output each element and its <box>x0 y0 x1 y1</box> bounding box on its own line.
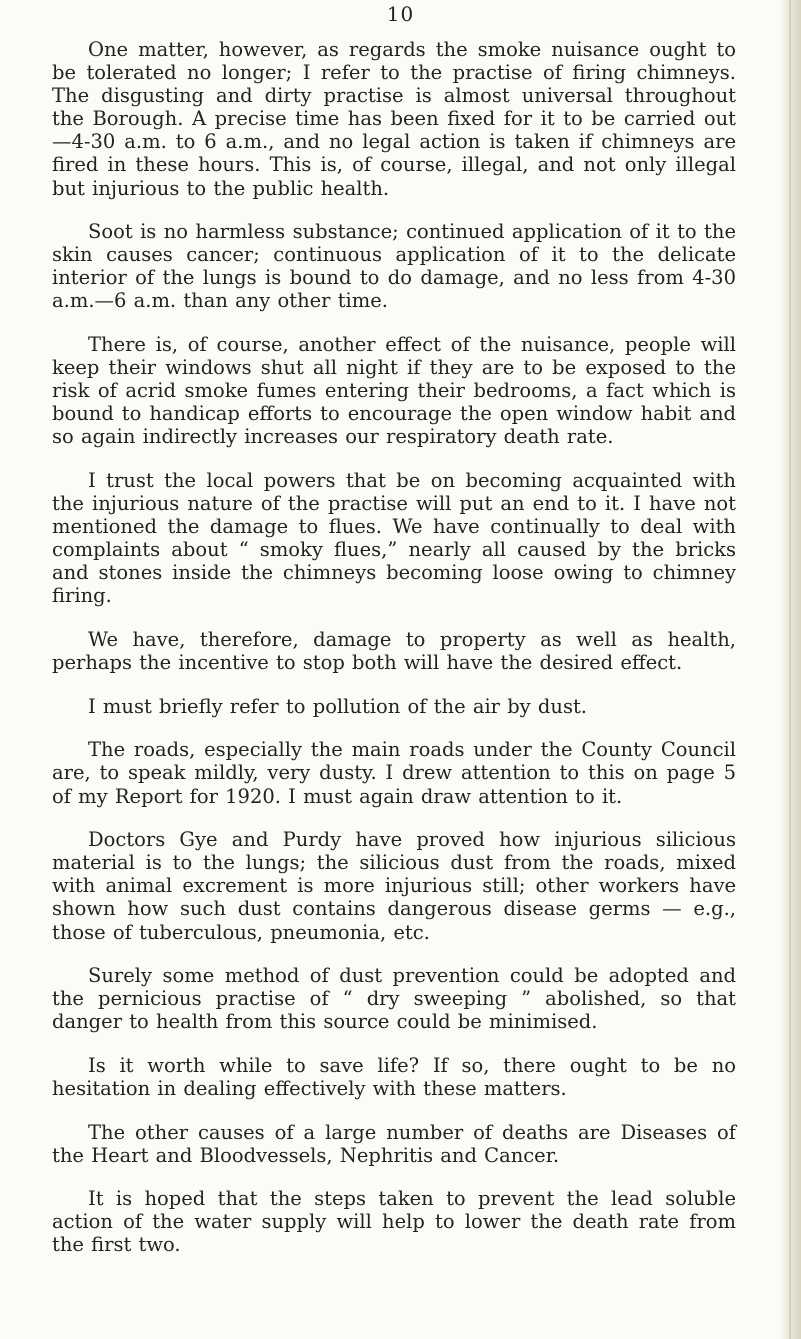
paragraph-dust-intro: I must briefly refer to pollution of the air by dust. <box>88 694 587 718</box>
paragraph-dust-prevention: Surely some method of dust prevention could be adopted and the pernicious practise of “ dry sweeping ” abolished, so that danger to health from this source could be minimised. <box>52 964 736 1034</box>
paragraph-save-life: Is it worth while to save life? If so, there ought to be no hesitation in dealing effectively with these matters. <box>52 1053 736 1100</box>
paragraph-other-causes: The other causes of a large number of deaths are Diseases of the Heart and Bloodvessels, Nephritis and Cancer. <box>52 1120 736 1167</box>
paragraph-local-powers: I trust the local powers that be on becoming acquainted with the injurious nature of the practise will put an end to it. I have not mentioned the damage to flues. We have continually to deal with complaints about “ smoky flues,” nearly all caused by the bricks and stones inside the chimneys becoming loose owing to chimney firing. <box>52 469 736 608</box>
paragraph-property-damage: We have, therefore, damage to property as well as health, perhaps the incentive to stop both will have the desired effect. <box>52 628 736 675</box>
page-edge-line <box>789 0 791 1339</box>
paragraph-roads: The roads, especially the main roads under the County Council are, to speak mildly, very dusty. I drew attention to this on page 5 of my Report for 1920. I must again draw attention to it. <box>52 738 736 808</box>
paragraph-lead-water: It is hoped that the steps taken to prevent the lead soluble action of the water supply will help to lower the death rate from the first two. <box>52 1187 736 1257</box>
paragraph-silicious-dust: Doctors Gye and Purdy have proved how injurious silicious material is to the lungs; the silicious dust from the roads, mixed with animal excrement is more injurious still; other workers have shown how such dust contains dangerous disease germs — e.g., those of tuberculous, pneumonia, etc. <box>52 828 736 944</box>
paragraph-firing-chimneys: One matter, however, as regards the smoke nuisance ought to be tolerated no longer; I refer to the practise of firing chimneys. The disgusting and dirty practise is almost universal throughout the Borough. A precise time has been fixed for it to be carried out—4-30 a.m. to 6 a.m., and no legal action is taken if chimneys are fired in these hours. This is, of course, illegal, and not only illegal but injurious to the public health. <box>52 38 736 200</box>
paragraph-soot: Soot is no harmless substance; continued application of it to the skin causes cancer; continuous application of it to the delicate interior of the lungs is bound to do damage, and no less from 4-30 a.m.—6 a.m. than any other time. <box>52 220 736 313</box>
body-text <box>52 38 736 1277</box>
page-number: 10 <box>386 2 415 26</box>
paragraph-windows: There is, of course, another effect of the nuisance, people will keep their windows shut all night if they are to be exposed to the risk of acrid smoke fumes entering their bedrooms, a fact which is bound to handicap efforts to encourage the open window habit and so again indirectly increases our respiratory death rate. <box>52 333 736 449</box>
